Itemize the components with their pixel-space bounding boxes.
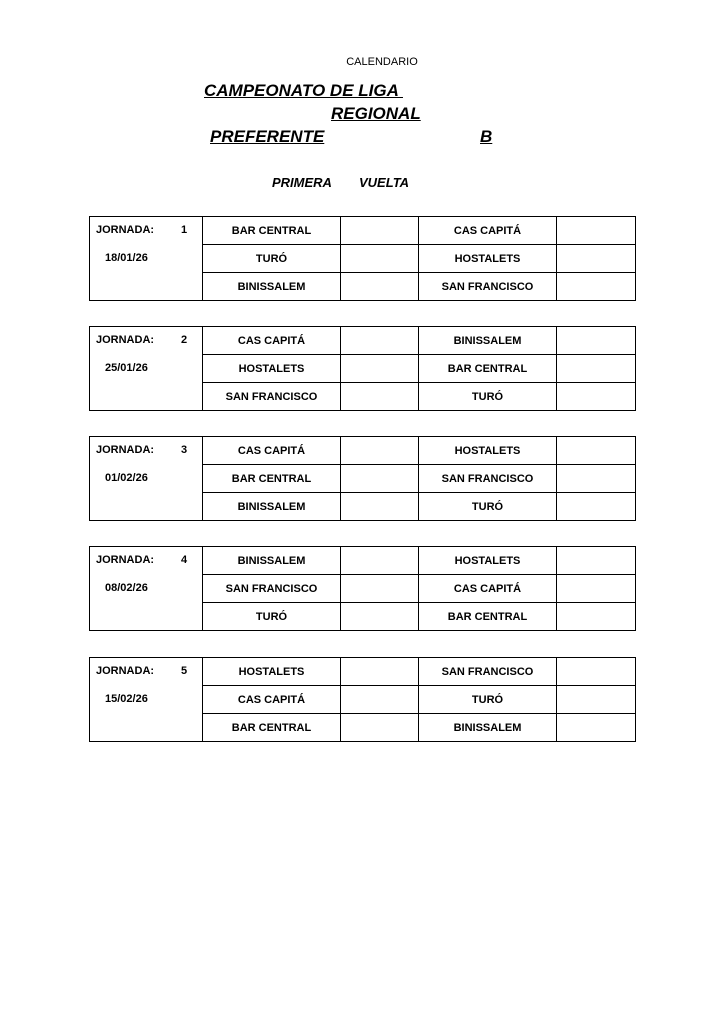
round-table-5 [89, 657, 636, 742]
away-team: BINISSALEM [419, 327, 557, 355]
subtitle-round: PRIMERA [272, 175, 332, 190]
table-row [90, 383, 636, 411]
home-score-cell [341, 603, 419, 631]
home-score-cell [341, 686, 419, 714]
away-score-cell [557, 575, 636, 603]
title-line-3: PREFERENTE [210, 127, 325, 146]
table-row [90, 245, 636, 273]
home-score-cell [341, 273, 419, 301]
home-team: CAS CAPITÁ [203, 686, 341, 714]
away-score-cell [557, 355, 636, 383]
home-score-cell [341, 355, 419, 383]
jornada-cell [90, 658, 203, 686]
home-score-cell [341, 575, 419, 603]
jornada-number: 1 [181, 224, 188, 236]
away-score-cell [557, 383, 636, 411]
home-score-cell [341, 658, 419, 686]
date-cell [90, 245, 203, 273]
away-score-cell [557, 245, 636, 273]
home-score-cell [341, 217, 419, 245]
away-score-cell [557, 217, 636, 245]
home-team: BAR CENTRAL [203, 714, 341, 742]
table-row [90, 355, 636, 383]
away-score-cell [557, 603, 636, 631]
jornada-label: JORNADA: [96, 334, 155, 346]
jornada-date: 01/02/26 [105, 471, 148, 484]
jornada-date: 15/02/26 [105, 692, 148, 705]
date-cell [90, 686, 203, 714]
jornada-number: 5 [181, 665, 188, 677]
away-team: HOSTALETS [419, 245, 557, 273]
jornada-number: 2 [181, 334, 188, 346]
round-table-2 [89, 326, 636, 411]
table-row [90, 658, 636, 686]
empty-info-cell [90, 714, 203, 742]
title-line-1: CAMPEONATO DE LIGA [204, 81, 403, 100]
empty-info-cell [90, 603, 203, 631]
table-row [90, 575, 636, 603]
jornada-label: JORNADA: [96, 554, 155, 566]
home-team: CAS CAPITÁ [203, 437, 341, 465]
table-row [90, 714, 636, 742]
home-team: BAR CENTRAL [203, 217, 341, 245]
home-team: SAN FRANCISCO [203, 575, 341, 603]
away-team: SAN FRANCISCO [419, 658, 557, 686]
away-score-cell [557, 465, 636, 493]
away-score-cell [557, 273, 636, 301]
home-team: CAS CAPITÁ [203, 327, 341, 355]
home-score-cell [341, 437, 419, 465]
empty-info-cell [90, 493, 203, 521]
table-row [90, 273, 636, 301]
home-score-cell [341, 465, 419, 493]
jornada-label: JORNADA: [96, 224, 155, 236]
round-table-4 [89, 546, 636, 631]
away-score-cell [557, 547, 636, 575]
home-score-cell [341, 245, 419, 273]
away-team: CAS CAPITÁ [419, 217, 557, 245]
table-row [90, 603, 636, 631]
away-team: TURÓ [419, 493, 557, 521]
away-team: TURÓ [419, 383, 557, 411]
away-team: BAR CENTRAL [419, 355, 557, 383]
table-row [90, 327, 636, 355]
table-row [90, 547, 636, 575]
jornada-date: 18/01/26 [105, 251, 148, 264]
away-team: BAR CENTRAL [419, 603, 557, 631]
away-score-cell [557, 658, 636, 686]
table-row [90, 686, 636, 714]
away-score-cell [557, 327, 636, 355]
away-team: CAS CAPITÁ [419, 575, 557, 603]
away-team: BINISSALEM [419, 714, 557, 742]
home-team: TURÓ [203, 603, 341, 631]
home-team: SAN FRANCISCO [203, 383, 341, 411]
date-cell [90, 575, 203, 603]
jornada-cell [90, 327, 203, 355]
home-score-cell [341, 383, 419, 411]
jornada-cell [90, 547, 203, 575]
jornada-label: JORNADA: [96, 444, 155, 456]
round-table-1 [89, 216, 636, 301]
empty-info-cell [90, 273, 203, 301]
jornada-cell [90, 437, 203, 465]
home-score-cell [341, 493, 419, 521]
table-row [90, 493, 636, 521]
jornada-date: 25/01/26 [105, 361, 148, 374]
home-team: TURÓ [203, 245, 341, 273]
away-score-cell [557, 714, 636, 742]
home-score-cell [341, 327, 419, 355]
away-team: HOSTALETS [419, 437, 557, 465]
empty-info-cell [90, 383, 203, 411]
home-score-cell [341, 714, 419, 742]
subtitle-leg: VUELTA [359, 175, 410, 190]
home-score-cell [341, 547, 419, 575]
round-table-3 [89, 436, 636, 521]
title-line-2: REGIONAL [331, 104, 421, 123]
away-team: HOSTALETS [419, 547, 557, 575]
date-cell [90, 465, 203, 493]
jornada-date: 08/02/26 [105, 581, 148, 594]
home-team: BINISSALEM [203, 273, 341, 301]
home-team: HOSTALETS [203, 355, 341, 383]
away-team: SAN FRANCISCO [419, 273, 557, 301]
home-team: BAR CENTRAL [203, 465, 341, 493]
table-row [90, 217, 636, 245]
away-team: TURÓ [419, 686, 557, 714]
jornada-label: JORNADA: [96, 665, 155, 677]
away-score-cell [557, 686, 636, 714]
away-score-cell [557, 437, 636, 465]
table-row [90, 465, 636, 493]
away-score-cell [557, 493, 636, 521]
away-team: SAN FRANCISCO [419, 465, 557, 493]
home-team: HOSTALETS [203, 658, 341, 686]
home-team: BINISSALEM [203, 493, 341, 521]
jornada-cell [90, 217, 203, 245]
title-group-letter: B [480, 127, 493, 146]
document-label: CALENDARIO [346, 56, 418, 68]
date-cell [90, 355, 203, 383]
table-row [90, 437, 636, 465]
jornada-number: 3 [181, 444, 188, 456]
home-team: BINISSALEM [203, 547, 341, 575]
jornada-number: 4 [181, 554, 188, 566]
